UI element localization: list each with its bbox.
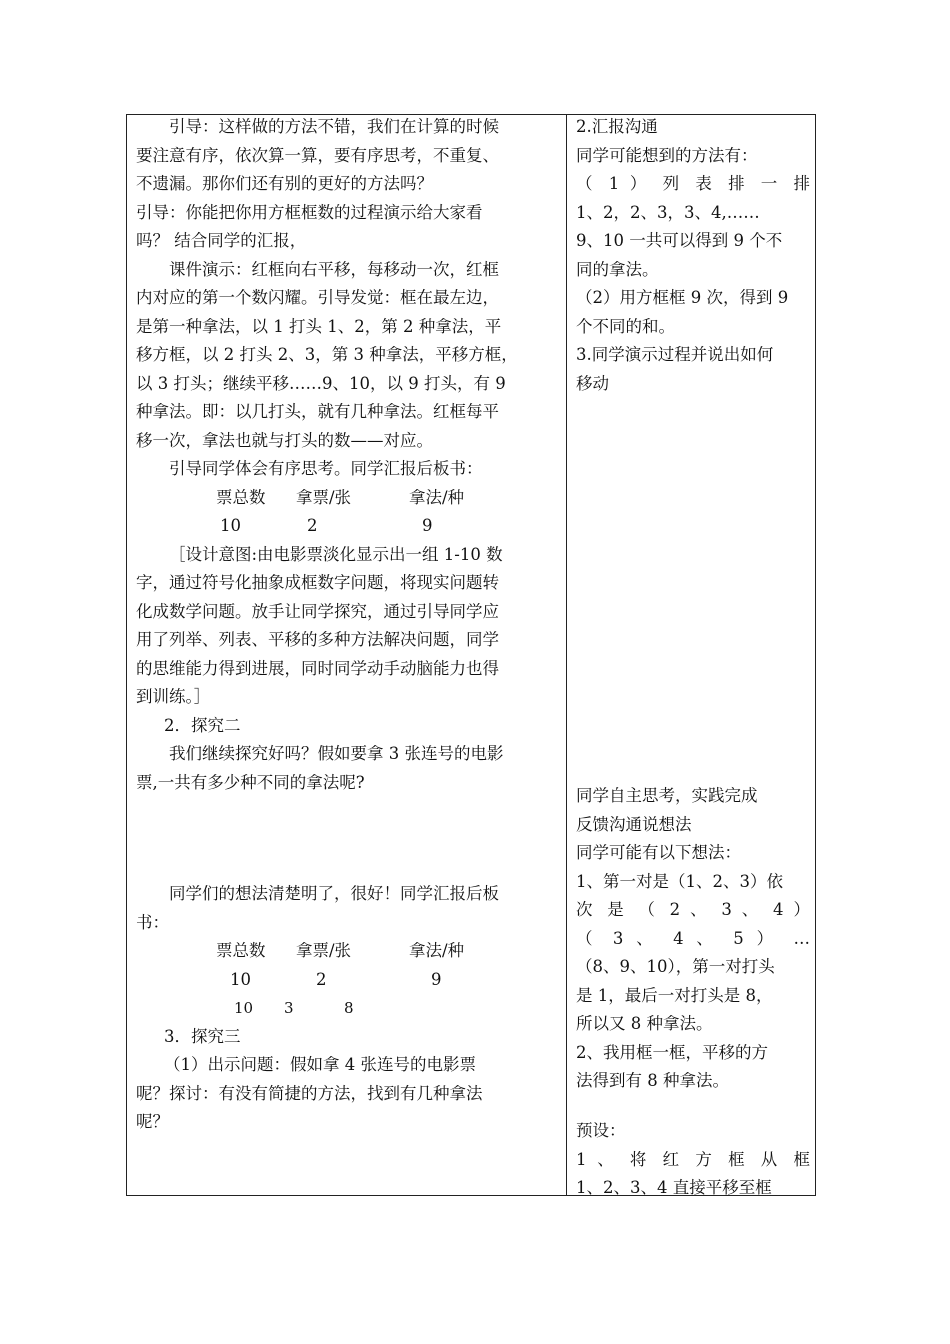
text-line: 1、2，2、3，3、4,……	[576, 202, 760, 222]
text-line: 同学可能想到的方法有：	[576, 145, 758, 165]
section-heading: 3．探究三	[164, 1026, 241, 1046]
text-line: 吗？ 结合同学的汇报，	[136, 231, 307, 250]
text-line: 呢？探讨：有没有简捷的方法，找到有几种拿法	[136, 1083, 483, 1103]
text-line: 2.汇报沟通	[576, 117, 658, 136]
table-cell: 9	[422, 516, 433, 535]
table-cell: 10	[220, 516, 241, 535]
col-header: 拿法/种	[409, 487, 465, 507]
text-line: （8、9、10），第一对打头	[576, 957, 775, 976]
board-table-1-row	[136, 512, 560, 541]
table-cell: 2	[316, 969, 327, 989]
text-line: （2）用方框框 9 次，得到 9	[576, 288, 789, 307]
right-column	[576, 113, 810, 398]
text-line: 是第一种拿法，以 1 打头 1、2，第 2 种拿法，平	[136, 316, 502, 336]
text-line: （1）出示问题：假如拿 4 张连号的电影票	[164, 1055, 476, 1074]
text-line: （ 3 、 4 、 5 ） …	[576, 928, 810, 948]
text-line: 预设：	[576, 1121, 626, 1140]
text-line: 用了列举、列表、平移的多种方法解决问题，同学	[136, 630, 499, 649]
col-header: 拿票/张	[296, 487, 352, 507]
text-line: 1、2、3、4 直接平移至框	[576, 1178, 772, 1197]
text-line: 1、第一对是（1、2、3）依	[576, 871, 783, 891]
text-line: 所以又 8 种拿法。	[576, 1014, 713, 1033]
text-line: 我们继续探究好吗？假如要拿 3 张连号的电影	[169, 744, 504, 763]
table-cell: 3	[284, 999, 294, 1017]
text-line: 移方框，以 2 打头 2、3，第 3 种拿法，平移方框，	[136, 345, 518, 364]
text-line: 引导同学体会有序思考。同学汇报后板书：	[169, 459, 483, 478]
text-line: 种拿法。即：以几打头，就有几种拿法。红框每平	[136, 402, 499, 421]
table-cell: 10	[234, 999, 254, 1017]
text-line: 次 是 （ 2 、 3 、 4 ）	[576, 900, 810, 919]
table-cell: 9	[431, 969, 442, 989]
col-header: 票总数	[216, 487, 266, 507]
text-line: 票,一共有多少种不同的拿法呢?	[136, 772, 365, 792]
text-line: 内对应的第一个数闪耀。引导发觉：框在最左边，	[136, 288, 499, 307]
text-line: 呢？	[136, 1112, 169, 1131]
right-column-lower	[576, 1117, 810, 1203]
table-cell: 8	[344, 999, 354, 1017]
board-table-2-header	[136, 937, 560, 966]
table-cell: 2	[307, 516, 318, 535]
text-line: 反馈沟通说想法	[576, 814, 692, 834]
text-line: 到训练。］	[136, 687, 211, 706]
text-line: ［设计意图:由电影票淡化显示出一组 1-10 数	[169, 544, 503, 564]
text-line: 课件演示：红框向右平移，每移动一次，红框	[169, 259, 499, 279]
text-line: 的思维能力得到进展，同时同学动手动脑能力也得	[136, 658, 499, 678]
section-heading: 2．探究二	[164, 715, 241, 735]
column-divider	[566, 114, 567, 1196]
right-column-middle	[576, 782, 810, 1096]
board-table-2-row	[136, 966, 560, 995]
text-line: 字，通过符号化抽象成框数字问题，将现实问题转	[136, 573, 499, 592]
text-line: 法得到有 8 种拿法。	[576, 1071, 729, 1090]
text-line: 不遗漏。那你们还有别的更好的方法吗？	[136, 174, 433, 193]
table-cell: 10	[230, 969, 251, 989]
text-line: 移一次，拿法也就与打头的数——对应。	[136, 430, 433, 450]
text-line: 9、10 一共可以得到 9 个不	[576, 231, 783, 250]
text-line: 以 3 打头；继续平移……9、10，以 9 打头，有 9	[136, 373, 506, 393]
text-line: 3.同学演示过程并说出如何	[576, 345, 774, 364]
text-line: 引导：这样做的方法不错，我们在计算的时候	[169, 117, 499, 136]
text-line: 2、我用框一框，平移的方	[576, 1042, 768, 1062]
text-line: 是 1，最后一对打头是 8，	[576, 985, 773, 1005]
text-line: 同学自主思考，实践完成	[576, 786, 758, 805]
text-line: 同的拿法。	[576, 259, 659, 279]
text-line: 1 、 将 红 方 框 从 框	[576, 1149, 810, 1169]
text-line: 个不同的和。	[576, 316, 675, 336]
left-column-lower	[136, 880, 560, 1137]
text-line: 书：	[136, 912, 169, 932]
board-table-2-row	[136, 994, 560, 1023]
text-line: 化成数学问题。放手让同学探究，通过引导同学应	[136, 601, 499, 621]
col-header: 拿法/种	[409, 941, 465, 960]
text-line: （ 1 ） 列 表 排 一 排	[576, 174, 810, 193]
text-line: 同学们的想法清楚明了，很好！同学汇报后板	[169, 884, 499, 903]
text-line: 引导：你能把你用方框框数的过程演示给大家看	[136, 202, 483, 222]
left-column	[136, 113, 560, 797]
col-header: 票总数	[216, 941, 266, 960]
text-line: 要注意有序，依次算一算，要有序思考，不重复、	[136, 145, 499, 165]
text-line: 同学可能有以下想法：	[576, 843, 741, 862]
text-line: 移动	[576, 373, 609, 393]
col-header: 拿票/张	[296, 941, 352, 960]
board-table-1-header	[136, 484, 560, 513]
